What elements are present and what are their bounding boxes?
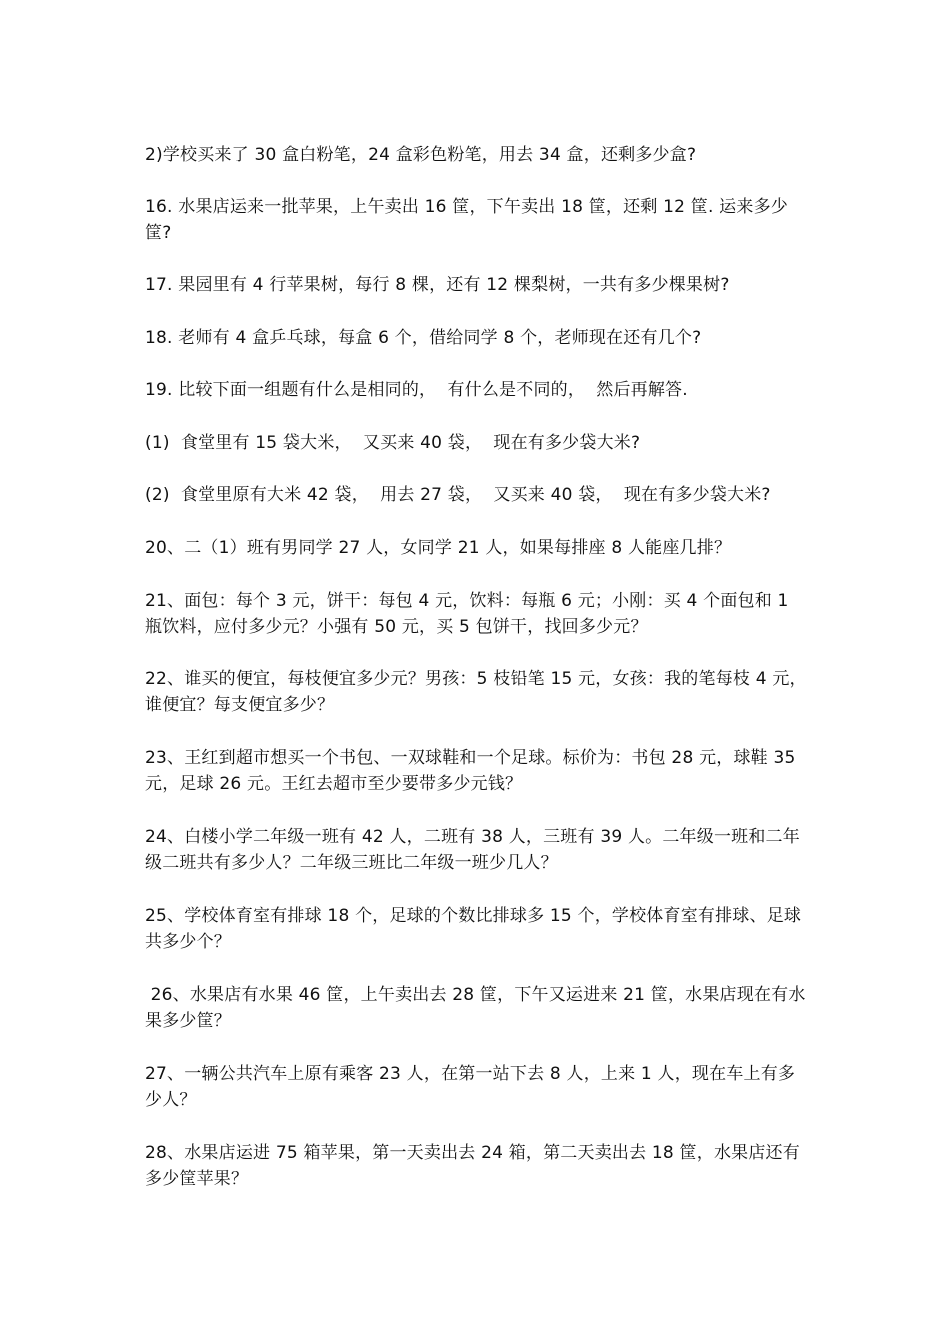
problem-18: 18. 老师有 4 盒乒乓球，每盒 6 个，借给同学 8 个，老师现在还有几个? — [145, 328, 702, 348]
problem-26: 26、水果店有水果 46 筐，上午卖出去 28 筐，下午又运进来 21 筐，水果店现在有水果多少筐？ — [145, 985, 806, 1031]
problem-22: 22、谁买的便宜，每枝便宜多少元？男孩：5 枝铅笔 15 元，女孩：我的笔每枝 4 元，谁便宜？每支便宜多少？ — [145, 669, 807, 715]
problem-20: 20、二（1）班有男同学 27 人，女同学 21 人，如果每排座 8 人能座几排？ — [145, 538, 732, 558]
problem-27: 27、一辆公共汽车上原有乘客 23 人，在第一站下去 8 人，上来 1 人，现在车上有多少人？ — [145, 1064, 796, 1110]
problem-2-sub: 2)学校买来了 30 盒白粉笔，24 盒彩色粉笔，用去 34 盒，还剩多少盒? — [145, 145, 697, 165]
problem-23: 23、王红到超市想买一个书包、一双球鞋和一个足球。标价为：书包 28 元，球鞋 35 元，足球 26 元。王红去超市至少要带多少元钱？ — [145, 748, 802, 794]
problem-17: 17. 果园里有 4 行苹果树，每行 8 棵，还有 12 棵梨树，一共有多少棵果树? — [145, 275, 730, 295]
problem-21: 21、面包：每个 3 元，饼干：每包 4 元，饮料：每瓶 6 元；小刚：买 4 个面包和 1 瓶饮料，应付多少元？小强有 50 元，买 5 包饼干，找回多少元？ — [145, 591, 795, 637]
problem-25: 25、学校体育室有排球 18 个，足球的个数比排球多 15 个，学校体育室有排球、足球共多少个？ — [145, 906, 802, 952]
problem-19-part-1: (1) 食堂里有 15 袋大米， 又买来 40 袋， 现在有多少袋大米? — [145, 433, 641, 453]
problem-28: 28、水果店运进 75 箱苹果，第一天卖出去 24 箱，第二天卖出去 18 筐，水果店还有多少筐苹果？ — [145, 1143, 800, 1189]
problem-16: 16. 水果店运来一批苹果，上午卖出 16 筐，下午卖出 18 筐，还剩 12 筐. 运来多少筐? — [145, 197, 788, 243]
problem-19-part-2: (2) 食堂里原有大米 42 袋， 用去 27 袋， 又买来 40 袋， 现在有多少袋大米? — [145, 485, 771, 505]
problem-19: 19. 比较下面一组题有什么是相同的， 有什么是不同的， 然后再解答. — [145, 380, 688, 400]
problem-24: 24、白楼小学二年级一班有 42 人，二班有 38 人，三班有 39 人。二年级一班和二年级二班共有多少人？二年级三班比二年级一班少几人？ — [145, 827, 800, 873]
